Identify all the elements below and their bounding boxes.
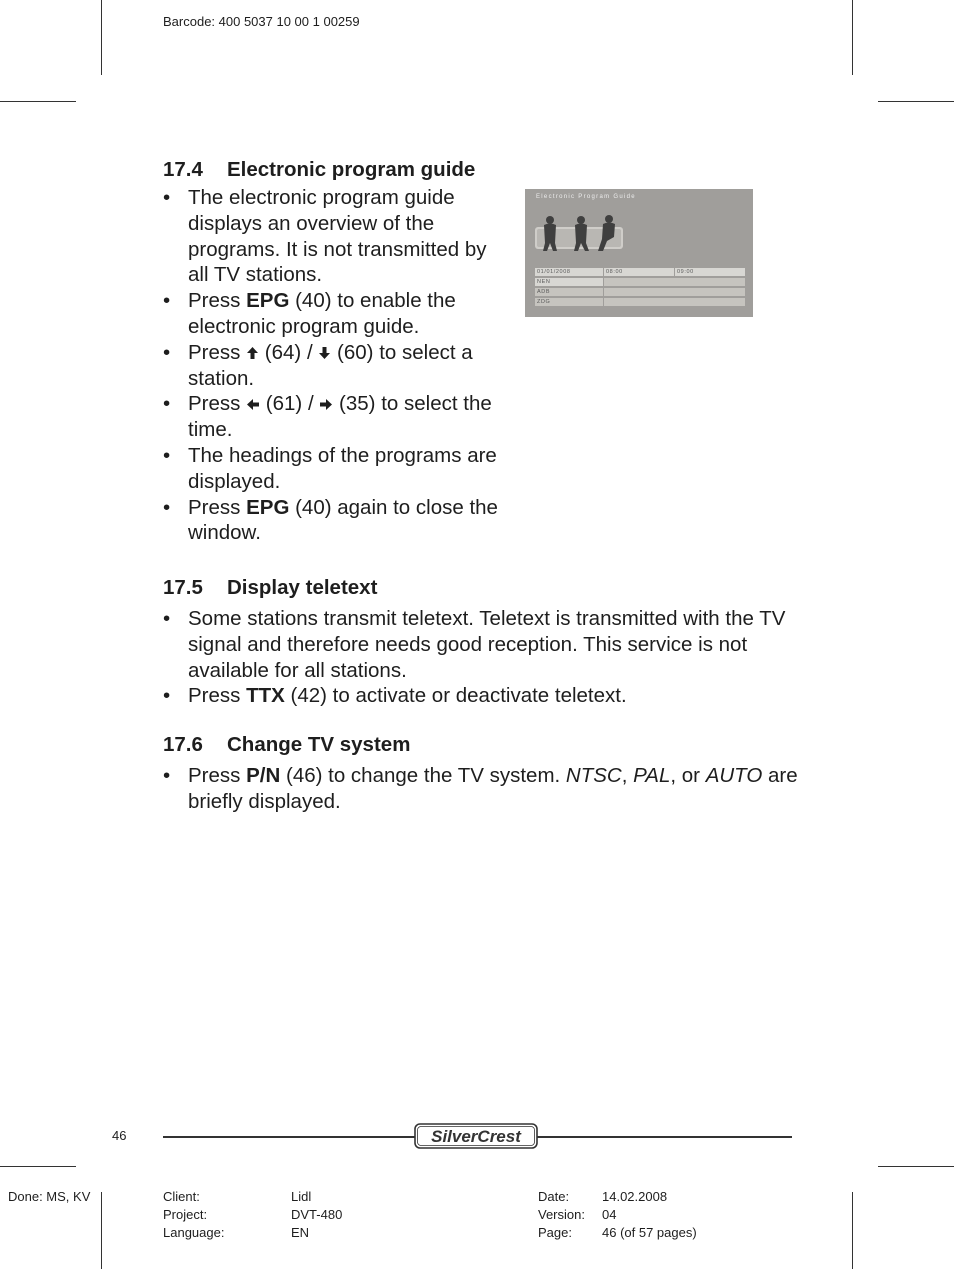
- crop-mark: [852, 0, 853, 75]
- list-item: • Press TTX (42) to activate or deactivate teletext.: [163, 684, 627, 708]
- arrow-up-icon: [246, 346, 259, 360]
- people-on-sofa-illustration: [535, 213, 625, 253]
- crop-mark: [0, 101, 76, 102]
- list-item: • Press (64) / (60) to select a station.: [163, 340, 473, 390]
- list-item: • Press (61) / (35) to select the time.: [163, 392, 492, 442]
- crop-mark: [878, 1166, 954, 1167]
- svg-text:SilverCrest: SilverCrest: [431, 1127, 521, 1146]
- epg-header-row: [535, 268, 745, 276]
- version-value: 04: [602, 1207, 617, 1222]
- crop-mark: [101, 0, 102, 75]
- list-item: • Press EPG (40) to enable the electronic program guide.: [163, 289, 456, 338]
- footer-labels-right: Date: Version: Page:: [538, 1189, 585, 1240]
- epg-date: 01/01/2008: [535, 268, 603, 276]
- list-item: • Press EPG (40) again to close the window.: [163, 495, 498, 545]
- footer-values-left: [291, 1188, 342, 1242]
- epg-station-name: ZDG: [535, 298, 603, 306]
- language-value: EN: [291, 1225, 310, 1240]
- list-item: • The electronic program guide displays an overview of the programs. It is not transmitted by all TV stations.: [163, 186, 487, 287]
- list-item: • The headings of the programs are displayed.: [163, 443, 497, 493]
- epg-time: 09:00: [675, 268, 745, 276]
- epg-station-name: NEN: [535, 278, 603, 286]
- date-value: 14.02.2008: [602, 1189, 668, 1204]
- epg-screenshot: [525, 189, 753, 317]
- crop-mark: [878, 101, 954, 102]
- arrow-down-icon: [318, 346, 331, 360]
- section-heading: 17.6 Change TV system: [163, 733, 411, 756]
- crop-mark: [0, 1166, 76, 1167]
- epg-station-row: [535, 298, 745, 306]
- arrow-right-icon: [319, 398, 333, 411]
- section-teletext: [163, 575, 788, 709]
- section-heading: 17.4 Electronic program guide: [163, 158, 476, 181]
- list-item: • Press P/N (46) to change the TV system. NTSC, PAL, or AUTO are briefly displayed.: [163, 764, 798, 813]
- footer-labels-left: Client: Project: Language:: [163, 1189, 225, 1240]
- crop-mark: [852, 1192, 853, 1269]
- epg-program-slot: [604, 298, 745, 306]
- page-value: 46 (of 57 pages): [602, 1225, 697, 1240]
- bullet-list: [163, 606, 788, 709]
- epg-station-row: [535, 278, 745, 286]
- project-value: DVT-480: [291, 1207, 343, 1222]
- section-heading: 17.5 Display teletext: [163, 576, 378, 599]
- bullet-list: [163, 763, 798, 815]
- epg-time: 08:00: [604, 268, 674, 276]
- section-tv-system: [163, 732, 798, 815]
- epg-station-name: ADB: [535, 288, 603, 296]
- footer-rule-left: [163, 1136, 415, 1138]
- arrow-left-icon: [246, 398, 260, 411]
- page-number: 46: [112, 1128, 127, 1143]
- client-value: Lidl: [291, 1189, 312, 1204]
- crop-mark: [101, 1192, 102, 1269]
- list-item: • Some stations transmit teletext. Teletext is transmitted with the TV signal and therefore needs good reception. This service is not available for all stations.: [163, 607, 786, 682]
- done-by: Done: MS, KV: [8, 1189, 91, 1204]
- barcode-text: Barcode: 400 5037 10 00 1 00259: [163, 14, 360, 29]
- epg-title: Electronic Program Guide: [536, 194, 636, 200]
- footer-rule-right: [537, 1136, 792, 1138]
- epg-program-slot: [604, 288, 745, 296]
- silvercrest-logo: [414, 1123, 538, 1149]
- footer-values-right: [602, 1188, 697, 1242]
- epg-station-row: [535, 288, 745, 296]
- epg-program-slot: [604, 278, 745, 286]
